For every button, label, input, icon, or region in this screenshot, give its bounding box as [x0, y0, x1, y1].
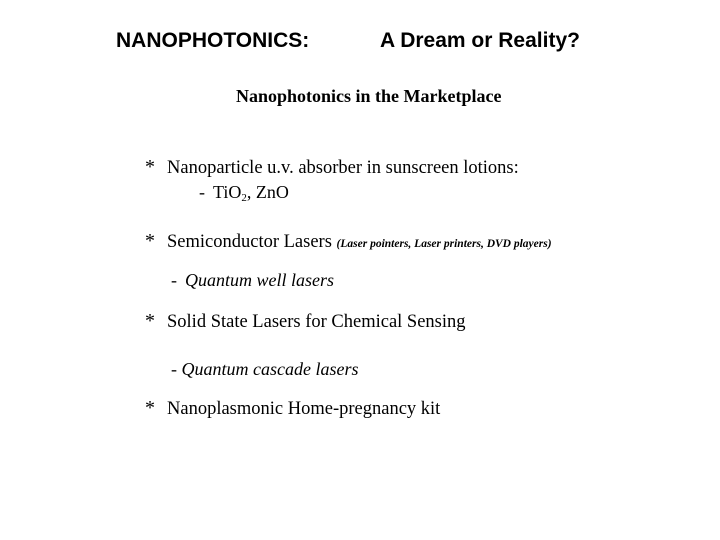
- sub-item-ti: Ti: [213, 182, 229, 202]
- bullet-item-solid-state-lasers: [145, 311, 466, 332]
- sub-item-o: O: [228, 182, 242, 202]
- slide-subtitle: Nanophotonics in the Marketplace: [236, 86, 502, 106]
- sub-item-rest: , ZnO: [246, 182, 289, 202]
- subscript-2: 2: [241, 192, 247, 204]
- bullet-marker: *: [145, 156, 155, 178]
- sub-item-dash: -: [199, 182, 205, 202]
- bullet-marker: *: [145, 230, 155, 252]
- bullet-marker: *: [145, 310, 155, 332]
- bullet-text: Nanoparticle u.v. absorber in sunscreen lotions:: [167, 158, 519, 178]
- slide-title-right: A Dream or Reality?: [380, 29, 580, 52]
- slide-title-left: NANOPHOTONICS:: [116, 29, 310, 52]
- bullet-text: Semiconductor Lasers: [167, 232, 332, 252]
- sub-item-text: Quantum well lasers: [185, 270, 335, 290]
- bullet-text: Solid State Lasers for Chemical Sensing: [167, 312, 466, 332]
- bullet-item-sunscreen: [145, 157, 519, 178]
- bullet-text: Nanoplasmonic Home-pregnancy kit: [167, 399, 441, 419]
- sub-item-quantum-cascade: - Quantum cascade lasers: [171, 359, 359, 379]
- bullet-item-nanoplasmonic: [145, 398, 440, 419]
- bullet-marker: *: [145, 397, 155, 419]
- bullet-note: (Laser pointers, Laser printers, DVD players): [336, 238, 552, 250]
- sub-item-tio2-zno: [199, 182, 289, 204]
- sub-item-dash: -: [171, 270, 177, 290]
- bullet-item-semiconductor-lasers: [145, 231, 552, 252]
- sub-item-quantum-well: [171, 271, 334, 289]
